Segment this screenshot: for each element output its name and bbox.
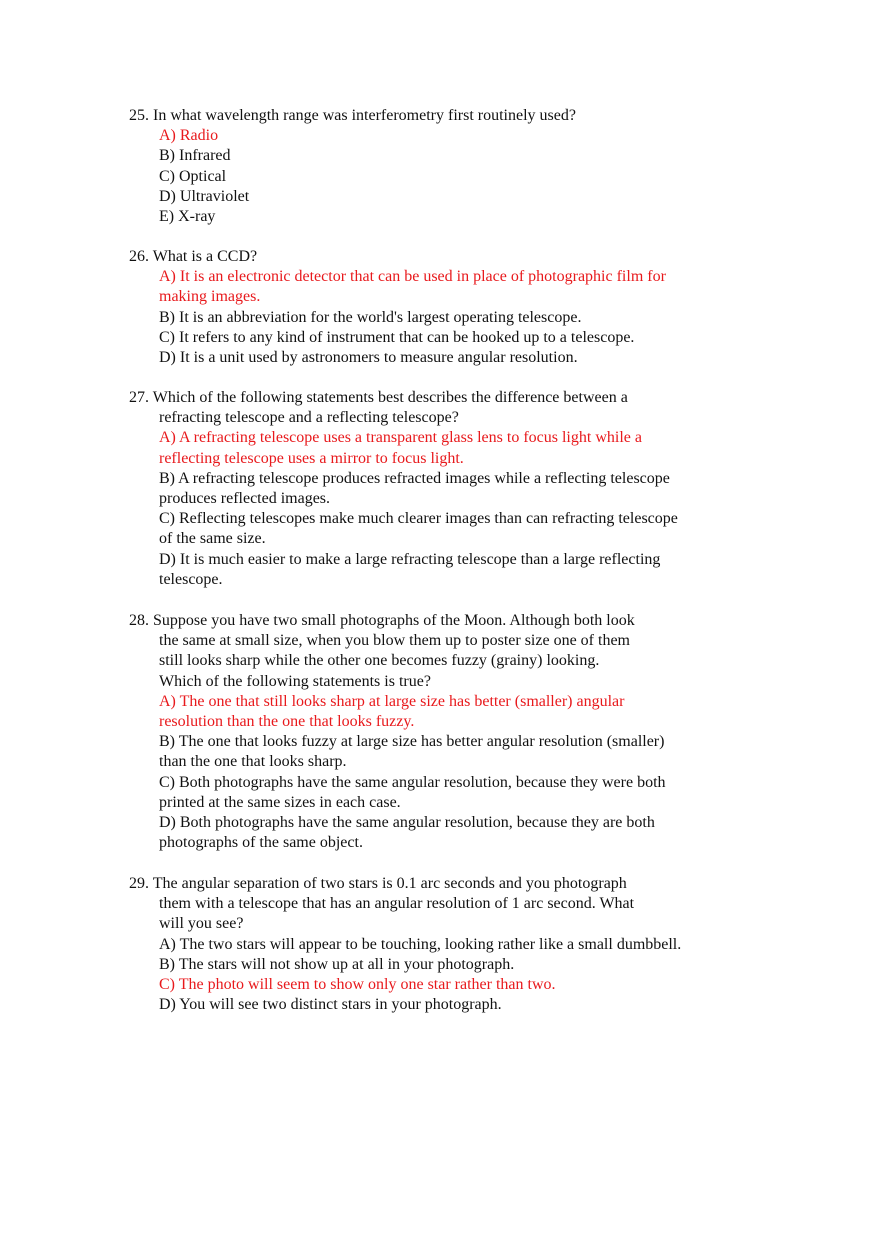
answer-option-line: A) Radio <box>159 127 219 145</box>
answer-option-line: than the one that looks sharp. <box>159 753 347 771</box>
question-stem-line: Which of the following statements is true? <box>159 672 431 690</box>
answer-option <box>129 348 769 368</box>
question-stem-line: 25. In what wavelength range was interferometry first routinely used? <box>129 107 576 124</box>
question-block <box>129 106 769 227</box>
answer-option-correct <box>129 267 769 307</box>
answer-option-line: B) A refracting telescope produces refracted images while a reflecting telescope <box>159 469 670 487</box>
answer-option-line: D) Ultraviolet <box>159 187 250 205</box>
question-stem-line: 28. Suppose you have two small photographs of the Moon. Although both look <box>129 612 635 629</box>
answer-option-line: C) Both photographs have the same angular resolution, because they were both <box>159 773 666 791</box>
question-stem-line: refracting telescope and a reflecting telescope? <box>159 409 459 427</box>
answer-option-line: C) It refers to any kind of instrument that can be hooked up to a telescope. <box>159 328 635 346</box>
answer-option <box>129 146 769 166</box>
answer-option <box>129 995 769 1015</box>
answer-option-line: D) It is much easier to make a large refracting telescope than a large reflecting <box>159 550 661 568</box>
question-stem-line: 27. Which of the following statements best describes the difference between a <box>129 389 628 406</box>
answer-option <box>129 308 769 328</box>
answer-option-line: produces reflected images. <box>159 489 331 507</box>
answer-option-line: B) It is an abbreviation for the world's largest operating telescope. <box>159 308 582 326</box>
answer-option-line: B) Infrared <box>159 147 231 165</box>
answer-option <box>129 550 769 590</box>
answer-option <box>129 207 769 227</box>
answer-option-line: D) Both photographs have the same angular resolution, because they are both <box>159 813 655 831</box>
answer-option <box>129 773 769 813</box>
answer-option-line: C) Optical <box>159 167 227 185</box>
question-stem-line: 29. The angular separation of two stars is 0.1 arc seconds and you photograph <box>129 875 627 892</box>
answer-option-line: E) X-ray <box>159 207 216 225</box>
answer-option-line: C) Reflecting telescopes make much clearer images than can refracting telescope <box>159 510 678 528</box>
answer-option <box>129 955 769 975</box>
answer-option-line: A) The one that still looks sharp at large size has better (smaller) angular <box>159 692 625 710</box>
answer-option <box>129 813 769 853</box>
answer-option <box>129 732 769 772</box>
question-stem-line: will you see? <box>159 915 244 933</box>
answer-option <box>129 187 769 207</box>
answer-option-line: C) The photo will seem to show only one star rather than two. <box>159 975 556 993</box>
answer-option-line: reflecting telescope uses a mirror to focus light. <box>159 449 464 467</box>
answer-option-correct <box>129 692 769 732</box>
answer-option-correct <box>129 428 769 468</box>
question-block <box>129 874 769 1015</box>
answer-option-line: A) It is an electronic detector that can be used in place of photographic film for <box>159 268 666 286</box>
answer-option-correct <box>129 126 769 146</box>
answer-option <box>129 509 769 549</box>
answer-option <box>129 167 769 187</box>
question-block <box>129 388 769 590</box>
answer-option-line: of the same size. <box>159 530 266 548</box>
answer-option <box>129 328 769 348</box>
answer-option-line: B) The stars will not show up at all in your photograph. <box>159 955 515 973</box>
question-stem-line: the same at small size, when you blow them up to poster size one of them <box>159 632 630 650</box>
question-block <box>129 247 769 368</box>
answer-option-line: telescope. <box>159 570 223 588</box>
answer-option-correct <box>129 975 769 995</box>
answer-option-line: D) You will see two distinct stars in your photograph. <box>159 996 502 1014</box>
answer-option-line: printed at the same sizes in each case. <box>159 793 401 811</box>
answer-option-line: D) It is a unit used by astronomers to measure angular resolution. <box>159 348 578 366</box>
question-stem-line: 26. What is a CCD? <box>129 248 258 265</box>
question-stem-line: still looks sharp while the other one becomes fuzzy (grainy) looking. <box>159 652 600 670</box>
answer-option-line: A) The two stars will appear to be touching, looking rather like a small dumbbell. <box>159 935 682 953</box>
answer-option-line: photographs of the same object. <box>159 834 363 852</box>
answer-option <box>129 935 769 955</box>
question-stem-line: them with a telescope that has an angular resolution of 1 arc second. What <box>159 895 635 913</box>
answer-option-line: making images. <box>159 288 261 306</box>
question-block <box>129 611 769 853</box>
answer-option <box>129 469 769 509</box>
answer-option-line: resolution than the one that looks fuzzy. <box>159 712 415 730</box>
answer-option-line: A) A refracting telescope uses a transparent glass lens to focus light while a <box>159 429 642 447</box>
answer-option-line: B) The one that looks fuzzy at large size has better angular resolution (smaller) <box>159 733 665 751</box>
